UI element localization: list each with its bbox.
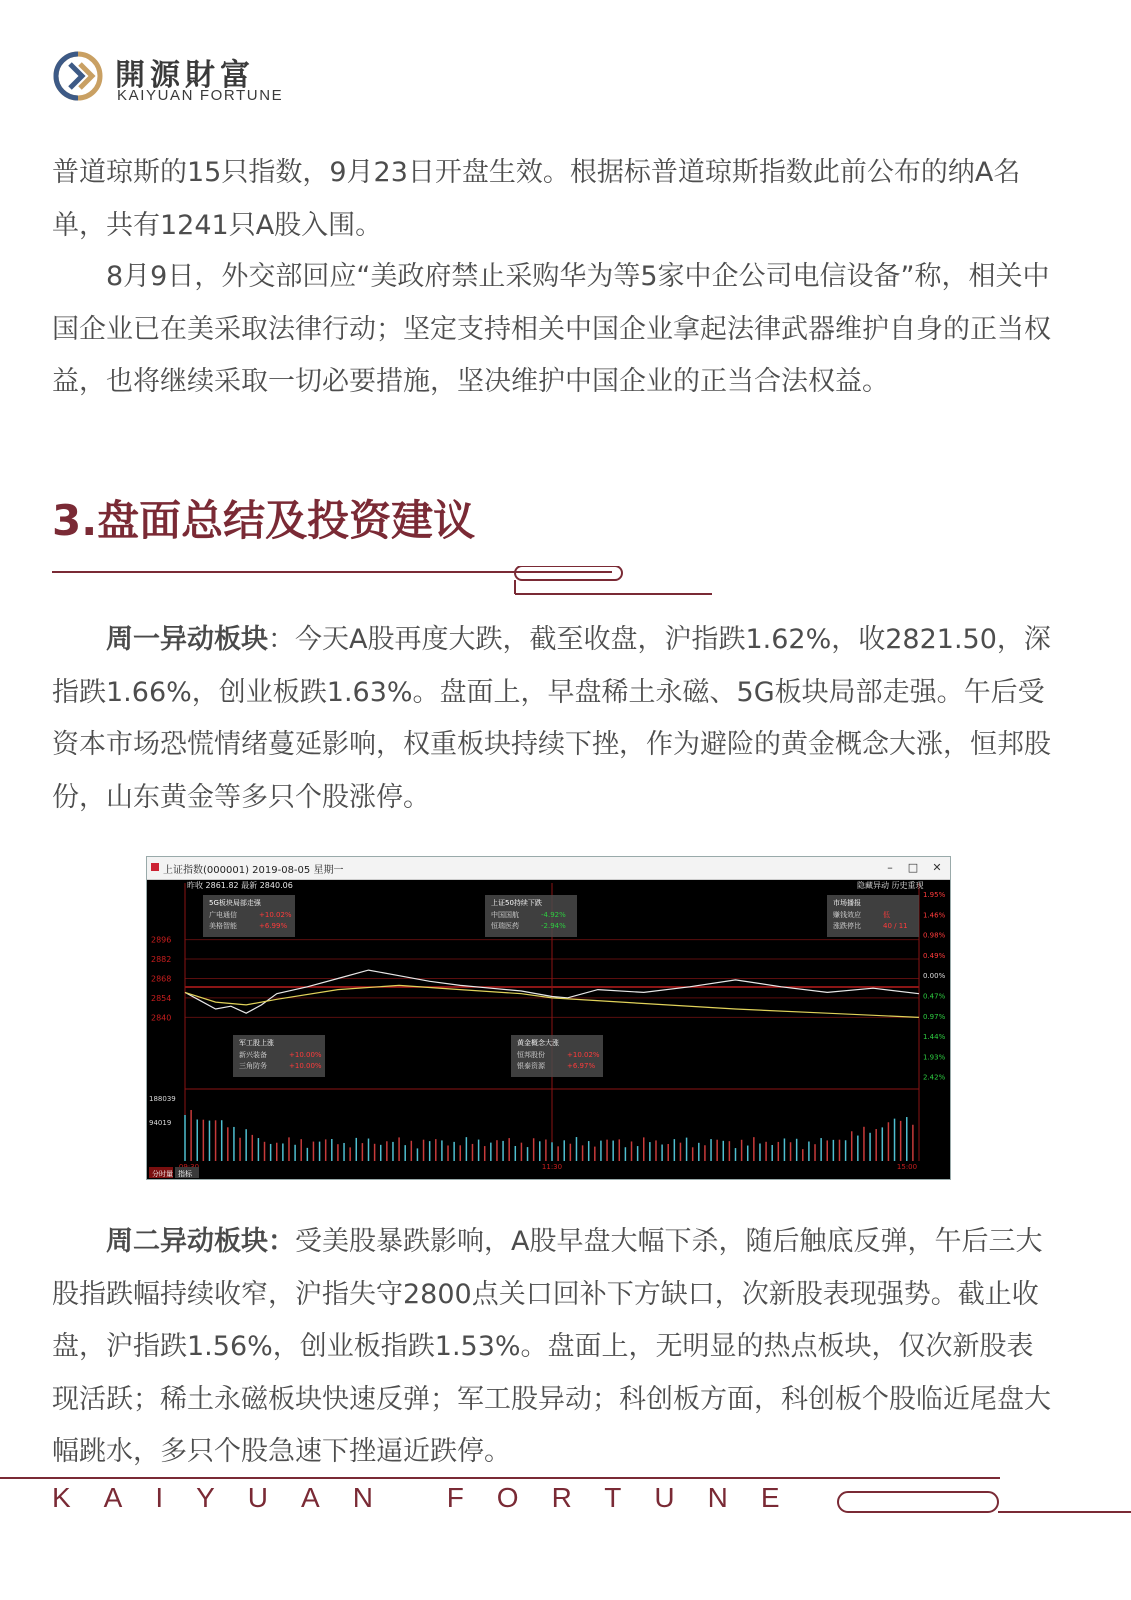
annotation-row-value: +10.02%	[259, 911, 292, 919]
x-tick-label: 11:30	[541, 1163, 563, 1171]
annotation-row-name: 中国国航	[491, 911, 519, 919]
tuesday-body: 受美股暴跌影响，A股早盘大幅下杀，随后触底反弹，午后三大股指跌幅持续收窄，沪指失守2800点关口回补下方缺口，次新股表现强势。截止收盘，沪指跌1.56%，创业板指跌1.53%。盘面上，无明显的热点板块，仅次新股表现活跃；稀土永磁板块快速反弹；军工股异动；科创板方面，科创板个股临近尾盘大幅跳水，多只个股急速下挫逼近跌停。	[52, 1226, 1051, 1467]
y-tick-label: 2854	[151, 993, 172, 1003]
monday-colon: ：	[268, 624, 295, 655]
paragraph-foreign-ministry	[52, 251, 1052, 409]
y-right-tick-label: 0.00%	[923, 972, 946, 981]
annotation-row-value: +6.97%	[567, 1062, 596, 1070]
bottom-tab-label: 分时量	[152, 1170, 173, 1178]
annotation-row-value: +6.99%	[259, 922, 288, 930]
paragraph-foreign-ministry-text: 8月9日，外交部回应“美政府禁止采购华为等5家中企公司电信设备”称，相关中国企业已在美采取法律行动；坚定支持相关中国企业拿起法律武器维护自身的正当权益，也将继续采取一切必要措施，坚决维护中国企业的正当合法权益。	[52, 261, 1051, 397]
y-right-tick-label: 1.95%	[923, 891, 946, 899]
annotation-row-value: +10.00%	[289, 1062, 322, 1070]
annotation-row-name: 美格智能	[209, 922, 237, 930]
chart-window	[146, 856, 951, 1180]
paragraph-dow-jones: 普道琼斯的15只指数，9月23日开盘生效。根据标普道琼斯指数此前公布的纳A名单，共有1241只A股入围。	[52, 157, 1021, 241]
annotation-row-value: 40 / 11	[883, 922, 908, 930]
y-right-tick-label: 0.98%	[923, 931, 946, 940]
annotation-row-name: 新兴装备	[239, 1051, 267, 1059]
top-right-links: 隐藏异动 历史重现	[857, 881, 924, 890]
annotation-row-name: 广电通信	[209, 911, 237, 919]
annotation-row-value: -4.92%	[541, 911, 566, 919]
y-tick-label: 2882	[151, 955, 172, 965]
window-titlebar[interactable]	[147, 857, 950, 880]
window-title: 上证指数(000001) 2019-08-05 星期一	[163, 865, 344, 876]
annotation-row-value: +10.02%	[567, 1051, 600, 1059]
annotation-row-name: 三角防务	[239, 1062, 267, 1070]
volume-tick-label: 188039	[149, 1095, 176, 1103]
y-right-tick-label: 0.47%	[923, 992, 946, 1001]
section-title: 3.盘面总结及投资建议	[52, 496, 476, 545]
y-right-tick-label: 1.93%	[923, 1053, 946, 1062]
annotation-row-name: 赚钱效应	[833, 911, 861, 919]
annotation-title: 5G板块局部走强	[209, 899, 261, 907]
y-right-tick-label: 0.49%	[923, 951, 946, 960]
app-icon	[151, 863, 159, 871]
y-right-tick-label: 2.42%	[923, 1073, 946, 1082]
footer-brand: KAIYUAN FORTUNE	[52, 1482, 813, 1513]
paragraph-monday	[52, 614, 1052, 824]
y-tick-label: 2896	[151, 935, 172, 945]
annotation-row-name: 涨跌停比	[833, 922, 861, 930]
bottom-tab-label: 指标	[178, 1170, 192, 1178]
maximize-button[interactable]: □	[907, 861, 919, 874]
annotation-row-name: 恒邦股份	[517, 1051, 545, 1059]
annotation-row-value: +10.00%	[289, 1051, 322, 1059]
kaiyuan-logo-icon	[52, 50, 104, 102]
annotation-title: 市场播报	[833, 899, 861, 907]
close-button[interactable]: ✕	[932, 861, 942, 874]
annotation-row-value: 低	[883, 911, 890, 919]
x-tick-label: 15:00	[896, 1163, 918, 1171]
y-tick-label: 2840	[151, 1013, 172, 1023]
minimize-button[interactable]: –	[887, 861, 893, 874]
y-tick-label: 2868	[151, 974, 172, 984]
annotation-title: 上证50持续下跌	[491, 899, 542, 907]
brand-name-cn: 開源財富	[115, 58, 255, 93]
y-right-tick-label: 1.44%	[923, 1033, 946, 1042]
paragraph-tuesday	[52, 1216, 1052, 1479]
annotation-row-name: 银泰资源	[517, 1062, 545, 1070]
monday-lead: 周一异动板块	[106, 624, 268, 655]
annotation-row-value: -2.94%	[541, 922, 566, 930]
top-info: 昨收 2861.82 最新 2840.06	[187, 881, 293, 890]
intraday-chart	[147, 879, 950, 1179]
y-right-tick-label: 0.97%	[923, 1012, 946, 1021]
annotation-title: 黄金概念大涨	[517, 1039, 559, 1047]
monday-body: 今天A股再度大跌，截至收盘，沪指跌1.62%，收2821.50，深指跌1.66%，创业板跌1.63%。盘面上，早盘稀土永磁、5G板块局部走强。午后受资本市场恐慌情绪蔓延影响，权重板块持续下挫，作为避险的黄金概念大涨，恒邦股份，山东黄金等多只个股涨停。	[52, 624, 1051, 813]
y-right-tick-label: 1.46%	[923, 911, 946, 920]
section-divider	[52, 566, 722, 606]
annotation-row-name: 恒瑞医药	[491, 922, 519, 930]
volume-tick-label: 94019	[149, 1119, 172, 1127]
tuesday-lead: 周二异动板块：	[106, 1226, 295, 1257]
brand-name-en: KAIYUAN FORTUNE	[117, 87, 284, 104]
annotation-title: 军工股上涨	[239, 1039, 274, 1047]
